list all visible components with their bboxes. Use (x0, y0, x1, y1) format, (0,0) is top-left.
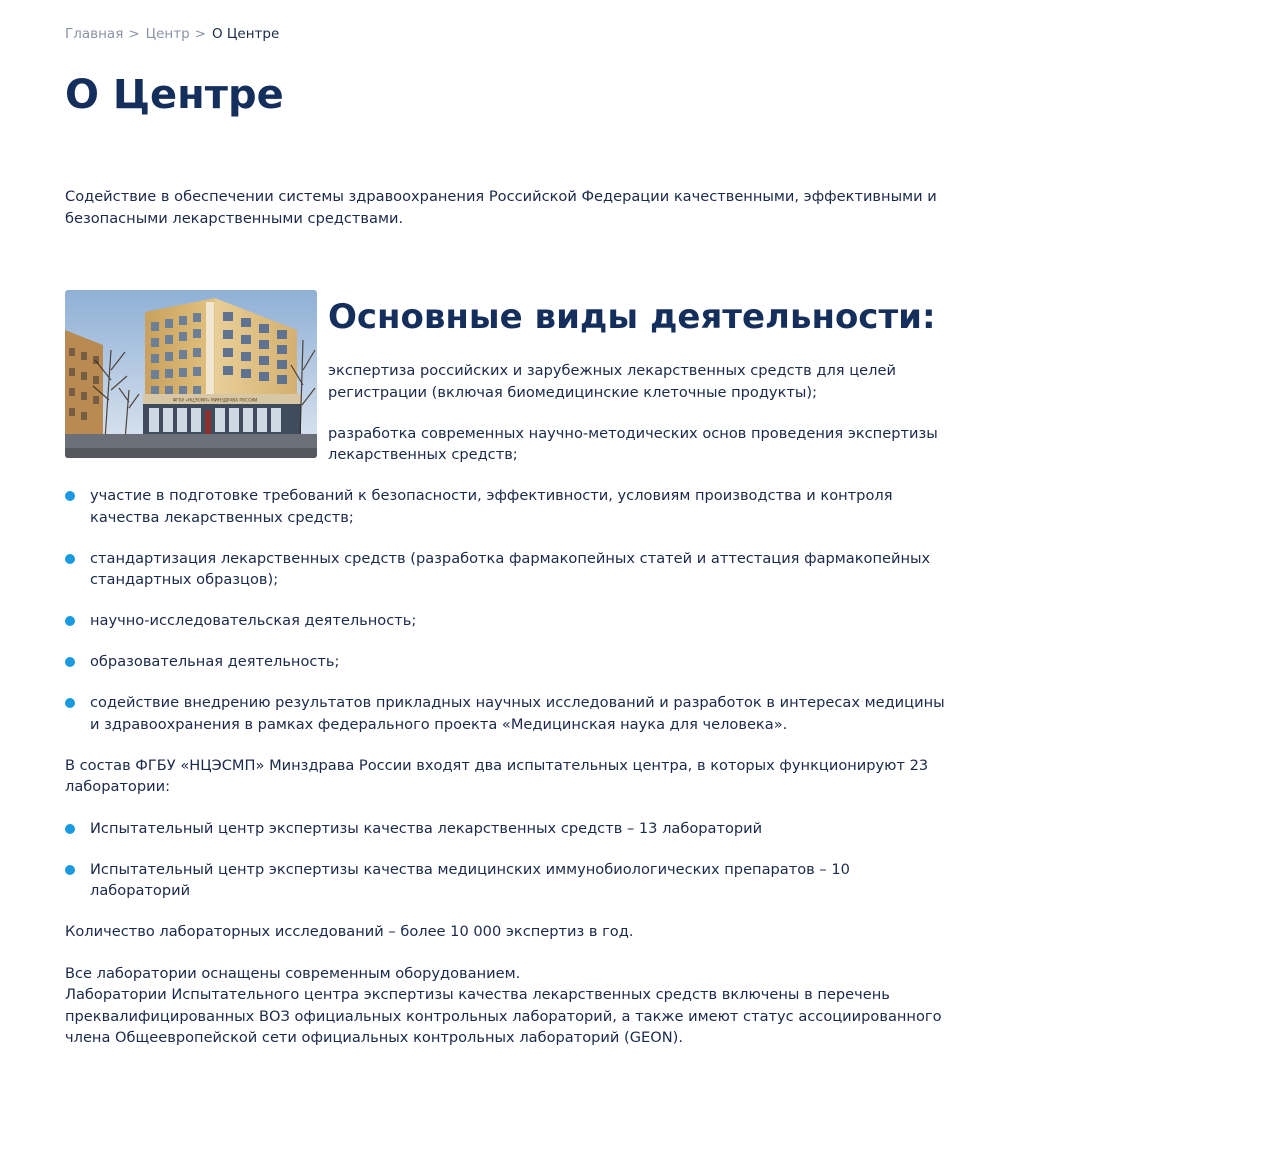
list-item-text: Испытательный центр экспертизы качества лекарственных средств – 13 лабораторий (90, 819, 763, 837)
bullet-icon (65, 824, 75, 834)
breadcrumb-current: О Центре (211, 26, 280, 42)
list-item (65, 610, 945, 632)
list-item (65, 859, 945, 902)
bullet-icon (65, 491, 75, 501)
bullet-icon (65, 657, 75, 667)
research-count-text: Количество лабораторных исследований – более 10 000 экспертиз в год. (65, 923, 634, 940)
page-title: О Центре (65, 72, 284, 118)
building-photo (65, 290, 317, 458)
list-item (65, 651, 945, 673)
section-title-activities: Основные виды деятельности: (328, 297, 936, 337)
breadcrumb-link-home[interactable]: Главная (65, 26, 124, 42)
bullet-icon (65, 554, 75, 564)
bullet-icon (65, 698, 75, 708)
list-item-text: Испытательный центр экспертизы качества медицинских иммунобиологических препаратов – 10 лабораторий (90, 860, 850, 899)
list-item-text: разработка современных научно-методических основ проведения экспертизы лекарственных средств; (328, 424, 938, 463)
intro-text: Содействие в обеспечении системы здравоохранения Российской Федерации качественными, эффективными и безопасными лекарственными средствами. (65, 188, 937, 227)
centers-list (65, 818, 945, 902)
list-item-text: содействие внедрению результатов прикладных научных исследований и разработок в интересах медицины и здравоохранения в рамках федерального проекта «Медицинская наука для человека». (90, 694, 945, 733)
list-item (65, 692, 945, 735)
list-item-text: научно-исследовательская деятельность; (90, 612, 417, 629)
breadcrumb-separator: > (128, 26, 140, 42)
equipment-line-2: Лаборатории Испытательного центра экспертизы качества лекарственных средств включены в перечень преквалифицированных ВОЗ официальных контрольных лабораторий, а также имеют статус ассоциированного члена Общеевропейской сети официальных контрольных лабораторий (GEON). (65, 986, 942, 1046)
composition-text: В состав ФГБУ «НЦЭСМП» Минздрава России входят два испытательных центра, в которых функционируют 23 лаборатории: (65, 756, 929, 795)
bullet-icon (65, 865, 75, 875)
breadcrumb (65, 24, 279, 44)
list-item-text: стандартизация лекарственных средств (разработка фармакопейных статей и аттестация фармакопейных стандартных образцов); (90, 549, 931, 588)
breadcrumb-link-center[interactable]: Центр (145, 26, 190, 42)
bullet-icon (65, 616, 75, 626)
list-item-text: экспертиза российских и зарубежных лекарственных средств для целей регистрации (включая биомедицинские клеточные продукты); (328, 362, 896, 401)
list-item (65, 818, 945, 840)
equipment-text (65, 963, 945, 1049)
equipment-line-1: Все лаборатории оснащены современным оборудованием. (65, 964, 521, 982)
list-item (328, 423, 945, 466)
main-content (65, 290, 945, 1049)
breadcrumb-separator: > (194, 26, 206, 42)
list-item-text: образовательная деятельность; (90, 653, 340, 670)
list-item (328, 360, 945, 403)
list-item-text: участие в подготовке требований к безопасности, эффективности, условиям производства и контроля качества лекарственных средств; (90, 487, 893, 526)
building-sign: ФГБУ «НЦЭСМП» МИНЗДРАВА РОССИИ (172, 397, 258, 403)
list-item (65, 485, 945, 528)
list-item (65, 548, 945, 591)
